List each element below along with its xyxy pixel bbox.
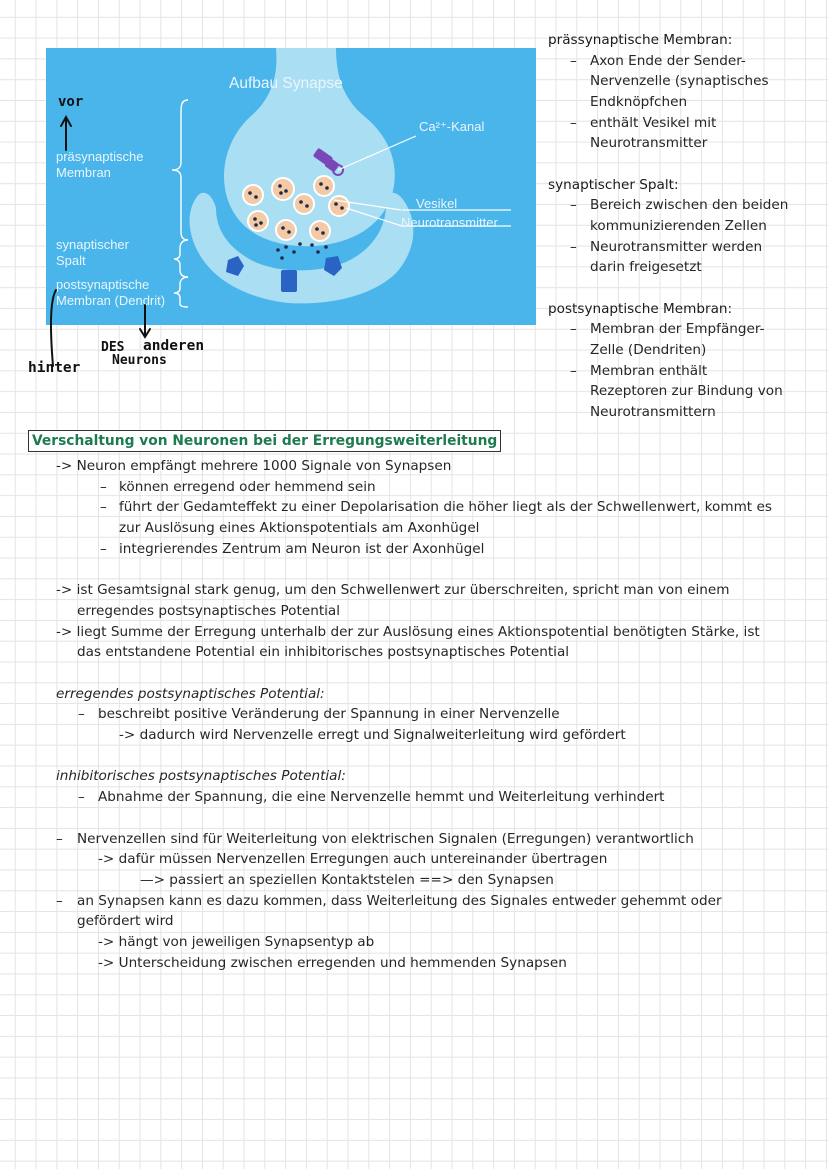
note-postsynaptic-title: postsynaptische Membran: [548,301,733,317]
body-line: führt der Gedamteffekt zu einer Depolarisation die höher liegt als der Schwellenwert, kommt es [119,499,772,515]
body-line: an Synapsen kann es dazu kommen, dass Weiterleitung des Signales entweder gehemmt oder [77,893,722,909]
dash: – [570,239,577,255]
section-title: Verschaltung von Neuronen bei der Erregungsweiterleitung [28,430,501,452]
note-line: Axon Ende der Sender- [590,53,746,69]
body-line: integrierendes Zentrum am Neuron ist der Axonhügel [119,541,485,557]
note-line: Membran der Empfänger- [590,321,765,337]
note-line: Rezeptoren zur Bindung von [590,383,783,399]
body-line: das entstandene Potential ein inhibitorisches postsynaptisches Potential [77,644,570,660]
label-postsynaptic-2: Membran (Dendrit) [56,293,166,308]
dash: – [78,706,85,722]
dash: – [570,363,577,379]
note-line: enthält Vesikel mit [590,115,717,131]
body-line: beschreibt positive Veränderung der Spannung in einer Nervenzelle [98,706,560,722]
handwriting-vor: vor [58,94,84,110]
dash: – [570,115,577,131]
body-line: -> dadurch wird Nervenzelle erregt und Signalweiterleitung wird gefördert [119,727,626,743]
body-line: können erregend oder hemmend sein [119,479,376,495]
dash: – [570,53,577,69]
dash: – [570,197,577,213]
body-line: -> ist Gesamtsignal stark genug, um den Schwellenwert zur überschreiten, spricht man von einem [56,582,730,598]
dash: – [100,541,107,557]
handwriting-anderen: anderen [143,338,205,354]
dash: – [570,321,577,337]
dash: – [56,831,63,847]
body-line: -> liegt Summe der Erregung unterhalb der zur Auslösung eines Aktionspotential benötigten Stärke, ist [56,624,760,640]
note-line: Zelle (Dendriten) [590,342,707,358]
dash: – [56,893,63,909]
label-postsynaptic-1: postsynaptische [56,277,150,292]
body-line: -> hängt von jeweiligen Synapsentyp ab [98,934,375,950]
subheading-ipsp: inhibitorisches postsynaptisches Potential: [56,768,346,784]
body-line: —> passiert an speziellen Kontaktstelen ==> den Synapsen [140,872,554,888]
dash: – [78,789,85,805]
note-line: Bereich zwischen den beiden [590,197,789,213]
label-presynaptic-2: Membran [56,165,111,180]
note-line: Nervenzelle (synaptisches [590,73,769,89]
note-line: Neurotransmittern [590,404,716,420]
body-line: Nervenzellen sind für Weiterleitung von elektrischen Signalen (Erregungen) verantwortlich [77,831,694,847]
label-cleft-2: Spalt [56,253,86,268]
handwriting-hinter: hinter [28,360,81,376]
note-line: darin freigesetzt [590,259,702,275]
note-line: Neurotransmitter [590,135,708,151]
body-line: -> Unterscheidung zwischen erregenden und hemmenden Synapsen [98,955,567,971]
body-line: gefördert wird [77,913,174,929]
label-cleft-1: synaptischer [56,237,129,252]
body-line: zur Auslösung eines Aktionspotentials am Axonhügel [119,520,480,536]
note-cleft-title: synaptischer Spalt: [548,177,679,193]
dash: – [100,499,107,515]
figure-title: Aufbau Synapse [229,75,343,92]
label-calcium-channel: Ca²⁺-Kanal [419,119,485,134]
body-line: erregendes postsynaptisches Potential [77,603,341,619]
note-line: Neurotransmitter werden [590,239,763,255]
note-line: kommunizierenden Zellen [590,218,767,234]
body-line: -> Neuron empfängt mehrere 1000 Signale von Synapsen [56,458,452,474]
label-presynaptic-1: präsynaptische [56,149,144,164]
label-vesicle: Vesikel [416,196,458,211]
subheading-epsp: erregendes postsynaptisches Potential: [56,686,325,702]
note-line: Endknöpfchen [590,94,688,110]
body-line: Abnahme der Spannung, die eine Nervenzelle hemmt und Weiterleitung verhindert [98,789,665,805]
label-neurotransmitter: Neurotransmitter [401,215,498,230]
handwriting-neurons: Neurons [112,353,167,368]
note-line: Membran enthält [590,363,708,379]
note-presynaptic-title: prässynaptische Membran: [548,32,733,48]
body-line: -> dafür müssen Nervenzellen Erregungen auch untereinander übertragen [98,851,608,867]
dash: – [100,479,107,495]
handwriting-des: DES [101,340,125,355]
